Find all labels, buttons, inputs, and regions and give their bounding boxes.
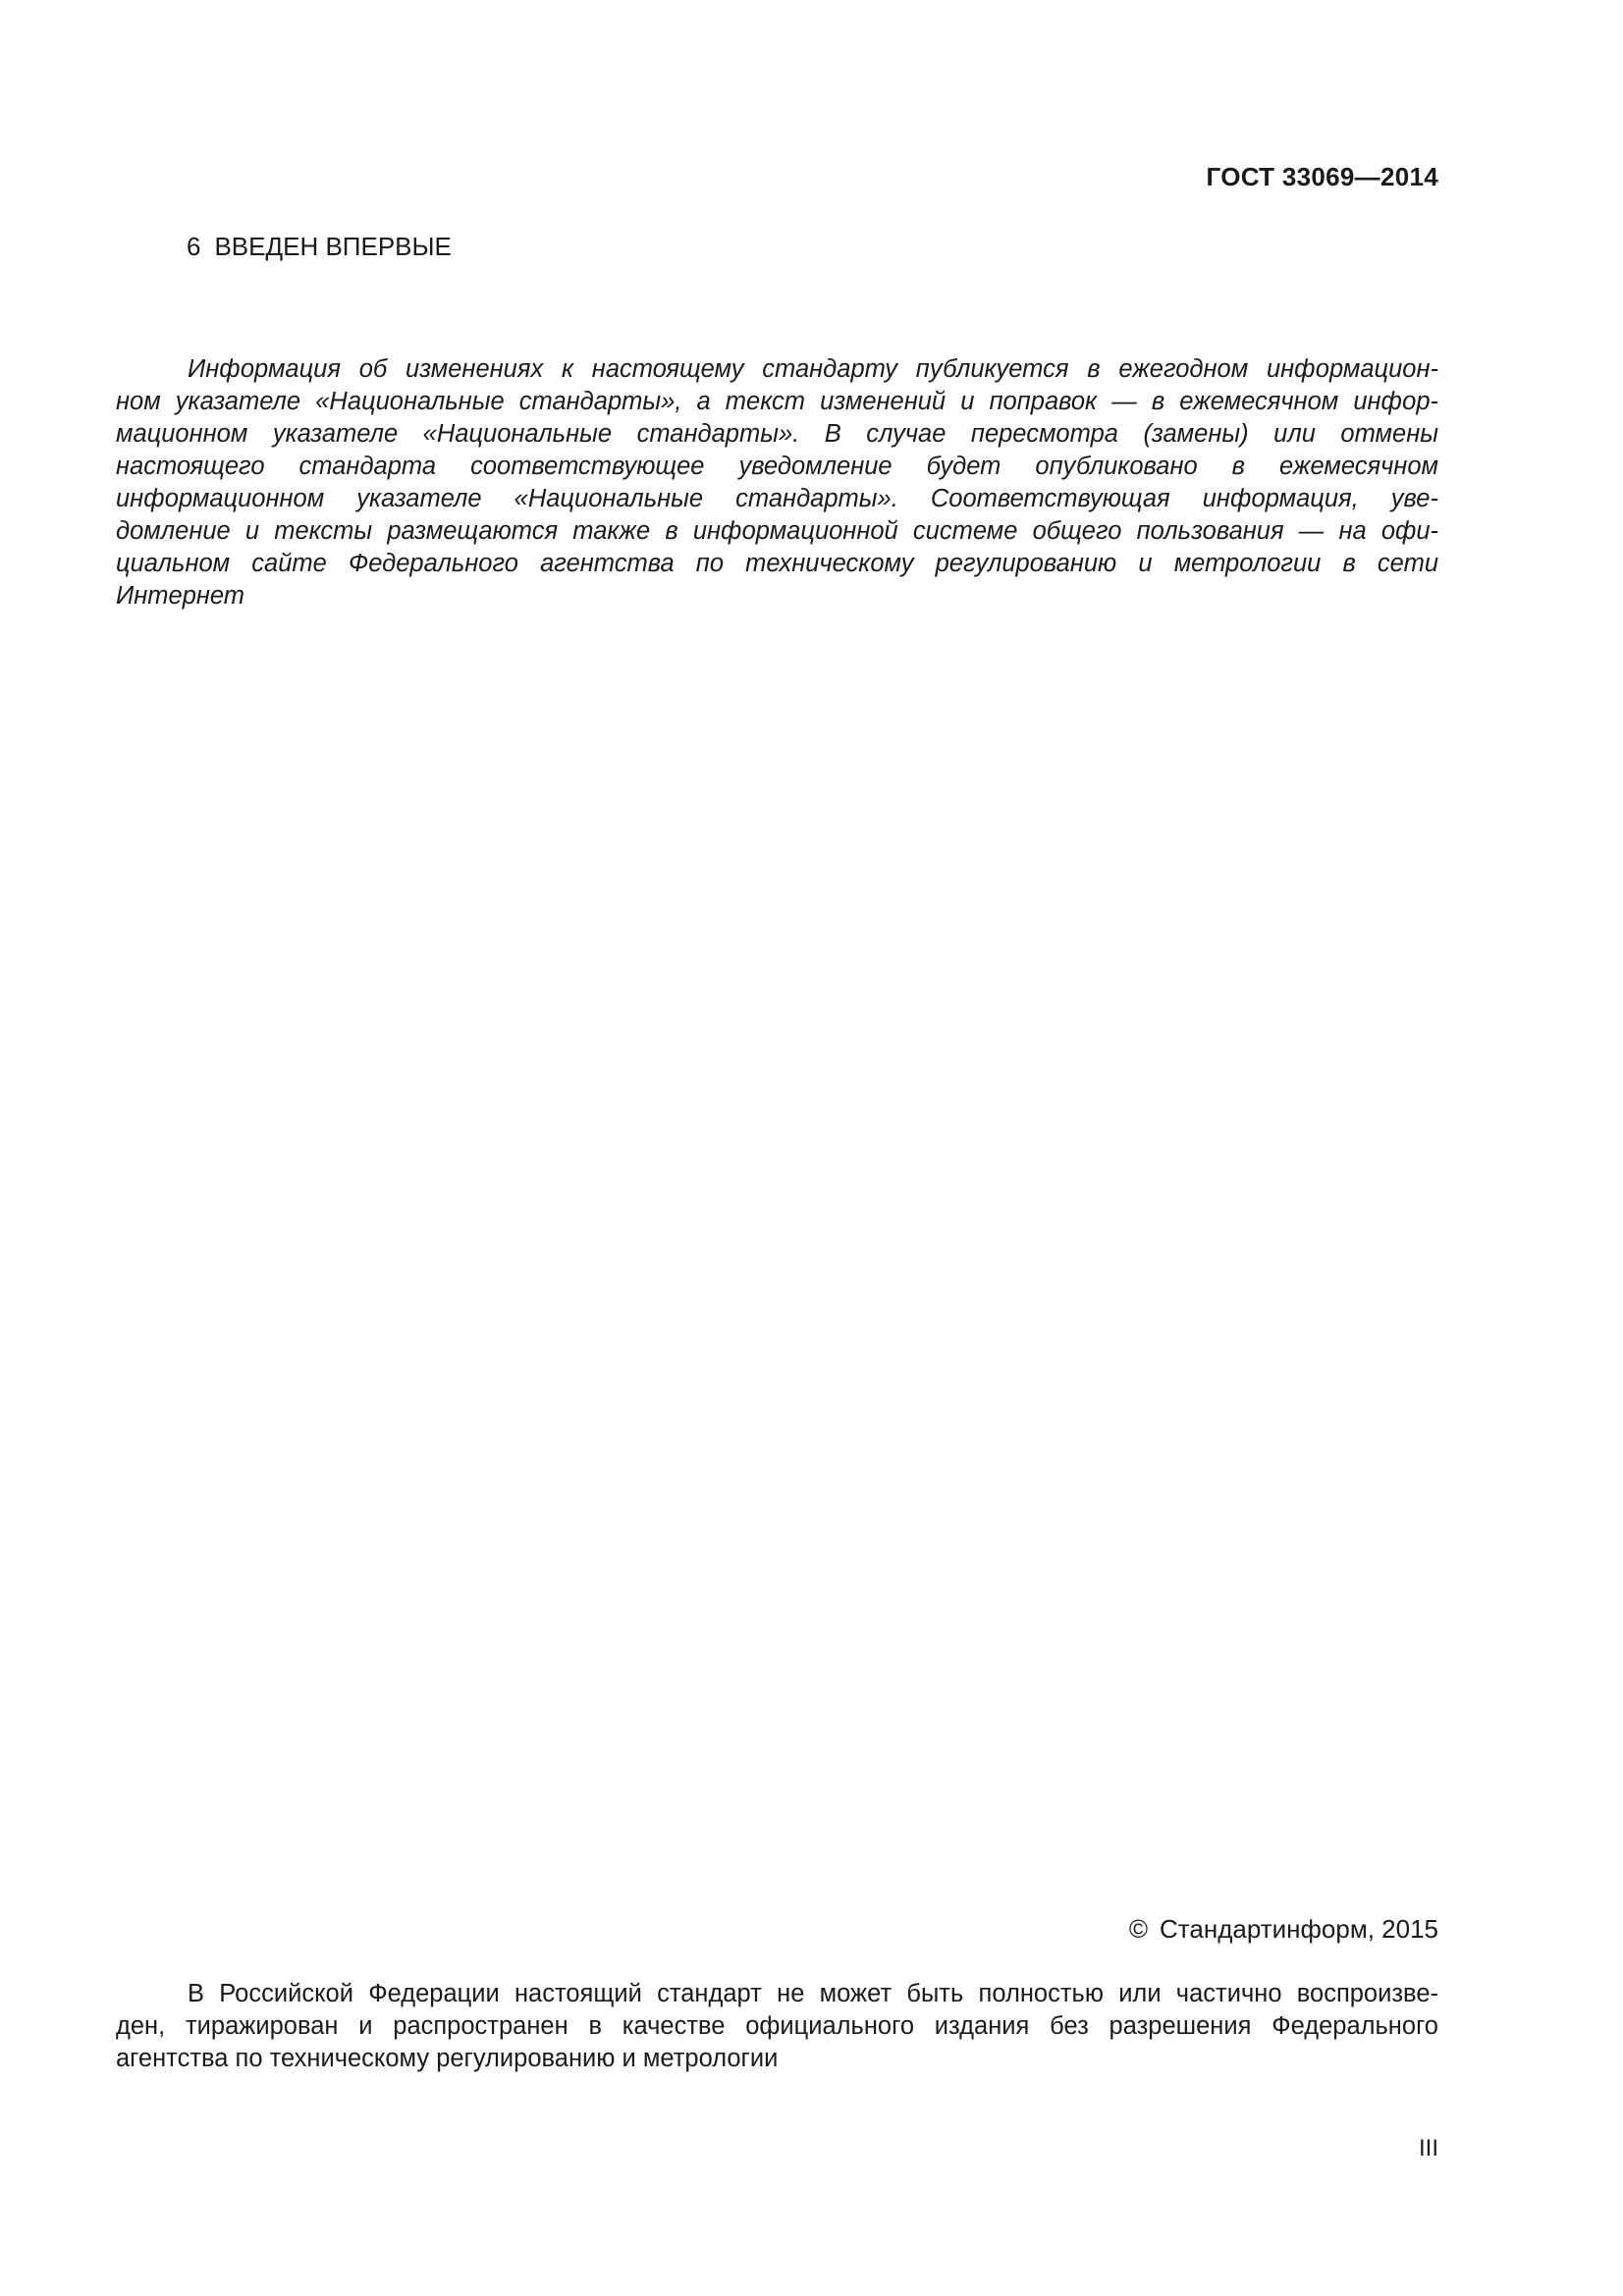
info-paragraph-line: циальном сайте Федерального агентства по техническому регулированию и метрологии в сети bbox=[116, 550, 1438, 577]
info-paragraph-line: Интернет bbox=[116, 582, 245, 610]
section-item bbox=[187, 232, 452, 262]
reproduction-notice-line: агентства по техническому регулированию и метрологии bbox=[116, 2045, 779, 2072]
info-paragraph-line: настоящего стандарта соответствующее уведомление будет опубликовано в ежемесячном bbox=[116, 453, 1438, 480]
reproduction-notice bbox=[116, 1978, 1438, 2075]
info-paragraph-line: ном указателе «Национальные стандарты», а текст изменений и поправок — в ежемесячном инфор- bbox=[116, 388, 1438, 415]
page-number: III bbox=[1418, 2135, 1438, 2162]
copyright-text: Стандартинформ, 2015 bbox=[1160, 1914, 1438, 1944]
document-code: ГОСТ 33069—2014 bbox=[1206, 162, 1438, 191]
copyright-notice bbox=[1129, 1914, 1438, 1945]
info-paragraph bbox=[116, 353, 1438, 613]
reproduction-notice-line: ден, тиражирован и распространен в качестве официального издания без разрешения Федерального bbox=[116, 2012, 1438, 2040]
section-number: 6 bbox=[187, 232, 201, 261]
info-paragraph-line: Информация об изменениях к настоящему стандарту публикуется в ежегодном информацион- bbox=[188, 355, 1438, 383]
info-paragraph-line: информационном указателе «Национальные стандарты». Соответствующая информация, уве- bbox=[116, 485, 1438, 512]
reproduction-notice-line: В Российской Федерации настоящий стандарт не может быть полностью или частично воспроизве- bbox=[188, 1980, 1438, 2007]
copyright-symbol: © bbox=[1128, 1914, 1148, 1944]
info-paragraph-line: домление и тексты размещаются также в информационной системе общего пользования — на офи- bbox=[116, 517, 1438, 545]
info-paragraph-line: мационном указателе «Национальные стандарты». В случае пересмотра (замены) или отмены bbox=[116, 420, 1438, 448]
section-text: ВВЕДЕН ВПЕРВЫЕ bbox=[214, 232, 452, 261]
